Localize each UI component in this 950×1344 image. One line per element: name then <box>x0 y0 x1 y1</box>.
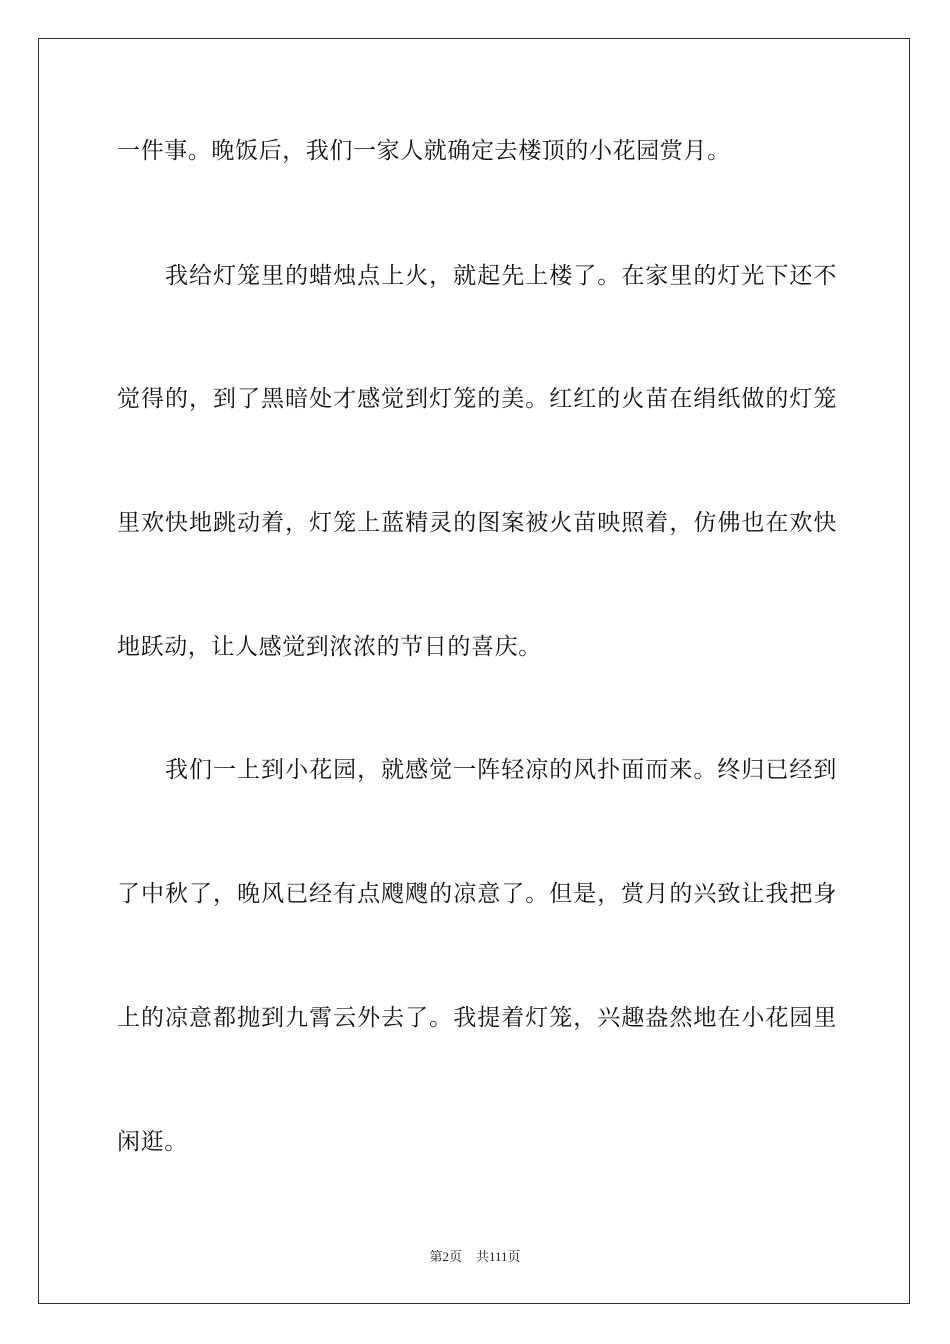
total-suffix: 页 <box>507 1250 521 1265</box>
total-pages: 111 <box>488 1249 508 1264</box>
text-line-8: 上的凉意都抛到九霄云外去了。我提着灯笼，兴趣盎然地在小花园里 <box>117 1005 837 1031</box>
text-line-2: 我给灯笼里的蜡烛点上火，就起先上楼了。在家里的灯光下还不 <box>165 263 837 289</box>
total-prefix: 共 <box>475 1250 489 1265</box>
text-line-5: 地跃动，让人感觉到浓浓的节日的喜庆。 <box>117 634 542 660</box>
page-frame <box>38 38 910 1304</box>
page-footer <box>0 1248 950 1267</box>
text-line-9: 闲逛。 <box>117 1129 188 1155</box>
text-line-4: 里欢快地跳动着，灯笼上蓝精灵的图案被火苗映照着，仿佛也在欢快 <box>117 510 837 536</box>
text-line-7: 了中秋了，晚风已经有点飕飕的凉意了。但是，赏月的兴致让我把身 <box>117 881 837 907</box>
page-prefix: 第 <box>429 1250 443 1265</box>
page-suffix: 页 <box>448 1250 462 1265</box>
text-line-1: 一件事。晚饭后，我们一家人就确定去楼顶的小花园赏月。 <box>117 138 731 164</box>
text-line-6: 我们一上到小花园，就感觉一阵轻凉的风扑面而来。终归已经到 <box>165 757 837 783</box>
page-number: 2 <box>442 1249 449 1264</box>
text-line-3: 觉得的，到了黑暗处才感觉到灯笼的美。红红的火苗在绢纸做的灯笼 <box>117 386 837 412</box>
